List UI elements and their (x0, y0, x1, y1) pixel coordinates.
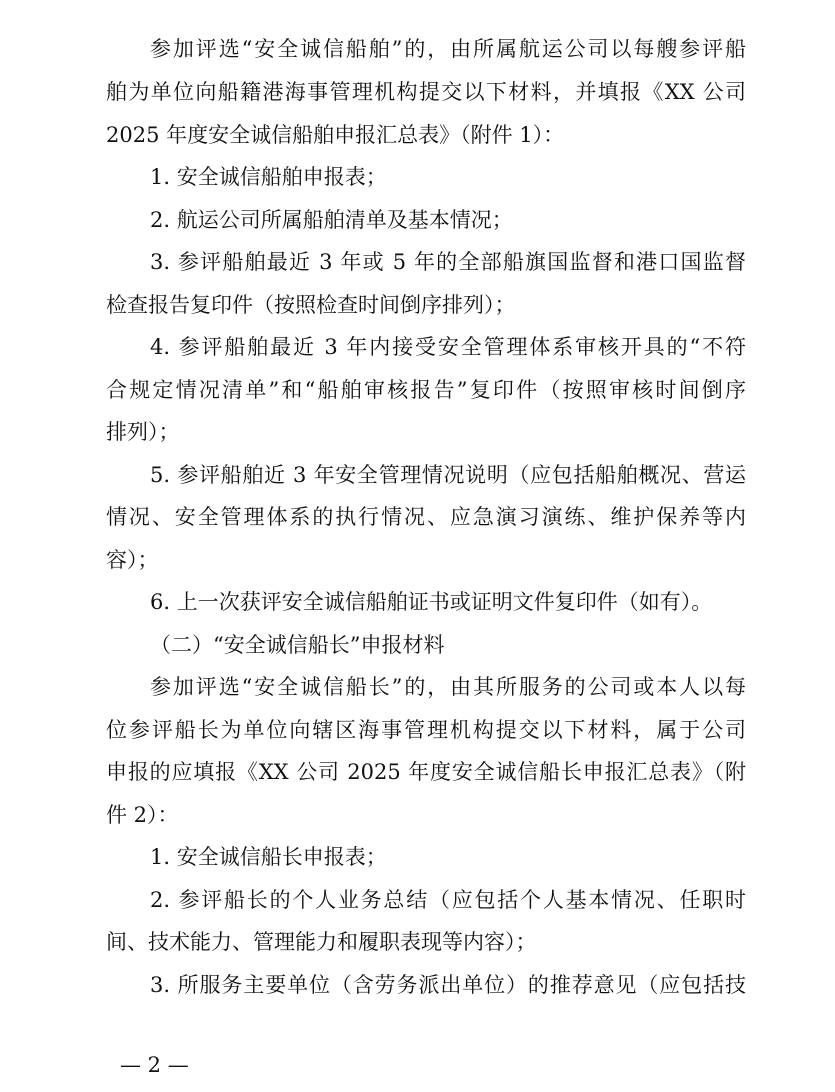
text-line: 参加评选“安全诚信船长”的，由其所服务的公司或本人以每 (150, 675, 746, 699)
text-line: 2025 年度安全诚信船舶申报汇总表》（附件 1）： (106, 123, 565, 147)
text-line: 排列）； (106, 420, 180, 444)
text-line: 合规定情况清单”和“船舶审核报告”复印件（按照审核时间倒序 (106, 378, 746, 402)
text-line: 情况、安全管理体系的执行情况、应急演习演练、维护保养等内 (106, 505, 746, 529)
list-item: 3. 参评船舶最近 3 年或 5 年的全部船旗国监督和港口国监督 (150, 250, 746, 274)
list-item: 1. 安全诚信船长申报表； (150, 845, 387, 869)
list-item: 3. 所服务主要单位（含劳务派出单位）的推荐意见（应包括技 (150, 973, 746, 997)
page-number: — 2 — (120, 1053, 189, 1077)
section-heading: （二）“安全诚信船长”申报材料 (150, 633, 445, 657)
text-line: 检查报告复印件（按照检查时间倒序排列）； (106, 293, 516, 317)
text-line: 位参评船长为单位向辖区海事管理机构提交以下材料，属于公司 (106, 718, 746, 742)
text-line: 申报的应填报《XX 公司 2025 年度安全诚信船长申报汇总表》（附 (106, 760, 746, 784)
list-item: 2. 参评船长的个人业务总结（应包括个人基本情况、任职时 (150, 888, 746, 912)
text-line: 舶为单位向船籍港海事管理机构提交以下材料，并填报《XX 公司 (106, 80, 746, 104)
text-line: 间、技术能力、管理能力和履职表现等内容）； (106, 930, 537, 954)
list-item: 4. 参评船舶最近 3 年内接受安全管理体系审核开具的“不符 (150, 335, 746, 359)
list-item: 2. 航运公司所属船舶清单及基本情况； (150, 208, 513, 232)
text-line: 件 2）： (106, 803, 179, 827)
list-item: 5. 参评船舶近 3 年安全管理情况说明（应包括船舶概况、营运 (150, 463, 746, 487)
text-line: 容）； (106, 548, 159, 572)
text-line: 参加评选“安全诚信船舶”的，由所属航运公司以每艘参评船 (150, 37, 746, 61)
list-item: 1. 安全诚信船舶申报表； (150, 165, 387, 189)
list-item: 6. 上一次获评安全诚信船舶证书或证明文件复印件（如有）。 (150, 590, 713, 614)
